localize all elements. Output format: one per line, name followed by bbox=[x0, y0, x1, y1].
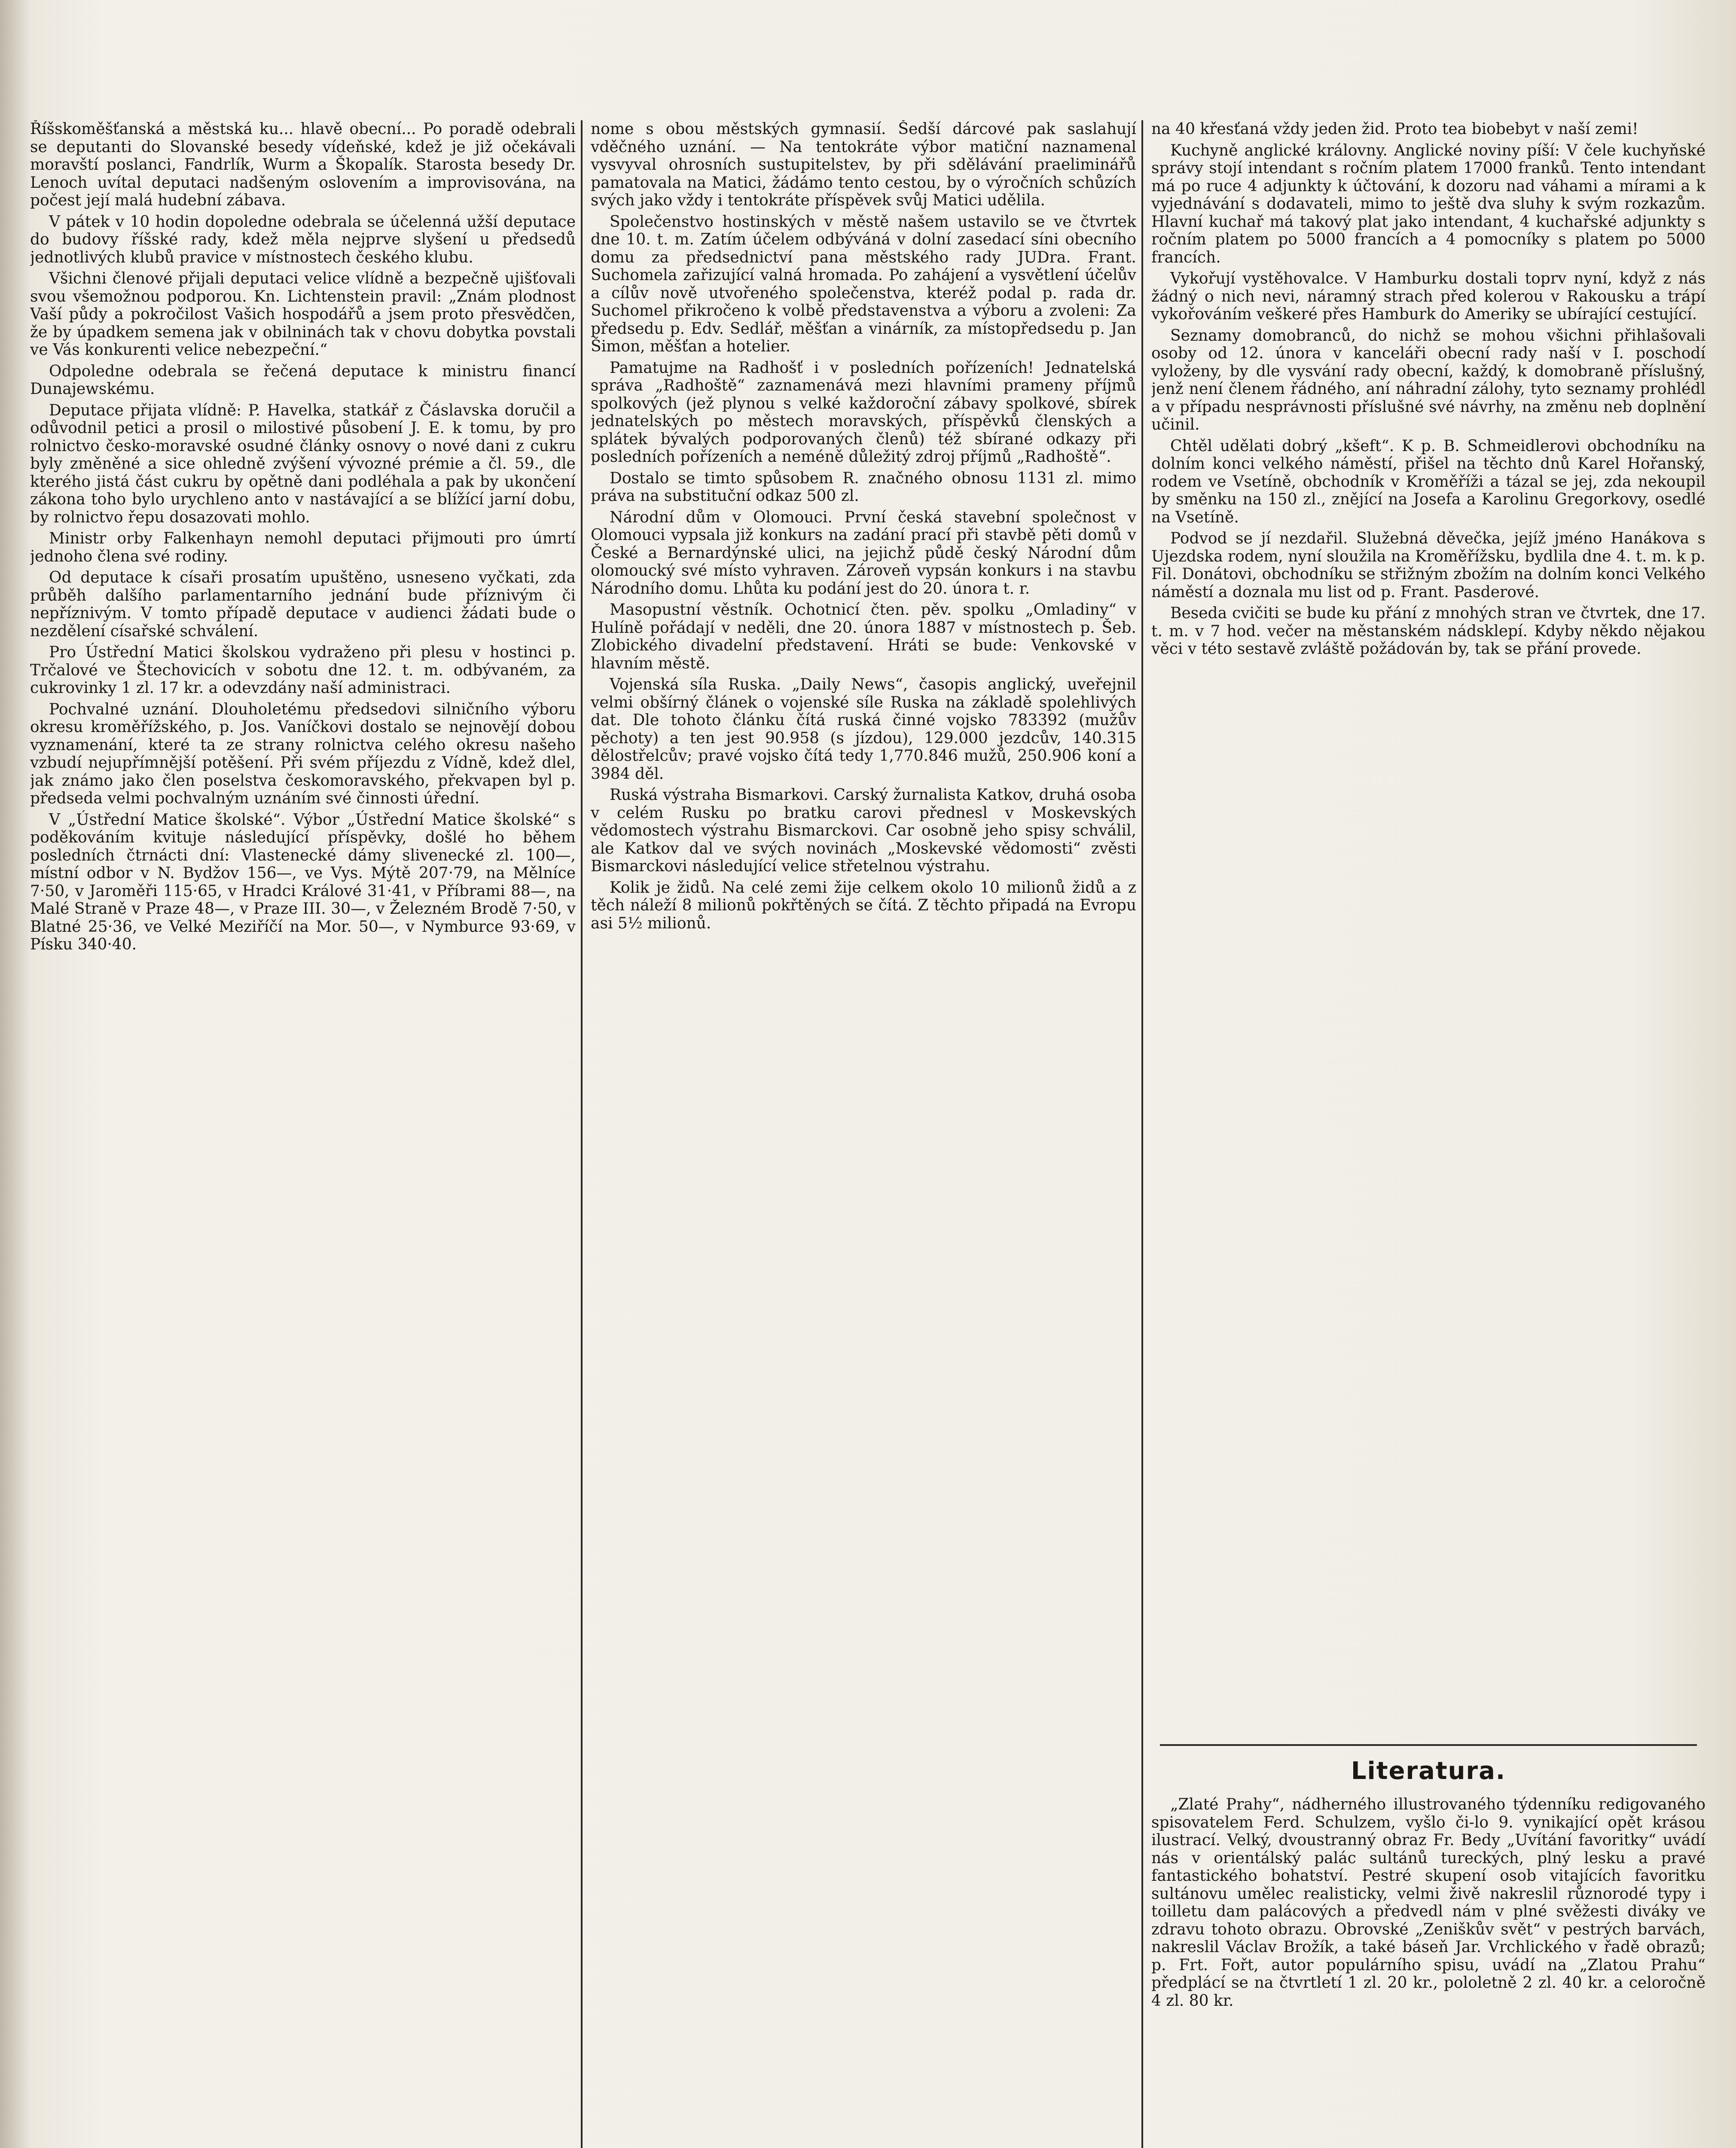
article-paragraph: Deputace přijata vlídně: P. Havelka, statkář z Čáslavska doručil a odůvodnil petici a prosil o milostivé působení J. E. k tomu, by pro rolnictvo česko-moravské osudné články osnovy o nové dani z cukru byly změněné a sice ohledně zvýšení vývozné prémie a čl. 59., dle kterého jistá část cukru by opětně dani podléhala a pak by ukončení zákona toho bylo urychleno anto v nastávající a se blížící jarní dobu, by rolnictvo řepu dosazovati mohlo. bbox=[30, 401, 576, 526]
article-paragraph: Od deputace k císaři prosatím upuštěno, usneseno vyčkati, zda průběh dalšího parlamentarního jednání bude příznivým či nepříznivým. V tomto případě deputace v audienci žádati bude o nezdělení císařské schválení. bbox=[30, 569, 576, 640]
column-3 bbox=[1151, 120, 1705, 1736]
article-paragraph: Ruská výstraha Bismarkovi. Carský žurnalista Katkov, druhá osoba v celém Rusku po bratku carovi přednesl v Moskevských vědomostech výstrahu Bismarckovi. Car osobně jeho spisy schválil, ale Katkov dal ve svých novinách „Moskevské vědomosti“ zvěsti Bismarckovi následující velice střetelnou výstrahu. bbox=[591, 786, 1136, 875]
article-paragraph: Vojenská síla Ruska. „Daily News“, časopis anglický, uveřejnil velmi obšírný článek o vojenské síle Ruska na základě spolehlivých dat. Dle tohoto článku čítá ruská činné vojsko 783392 (mužův pěchoty) a ten jest 90.958 (s jízdou), 129.000 jezdcův, 140.315 dělostřelcův; pravé vojsko čítá tedy 1,770.846 mužů, 250.906 koní a 3984 děl. bbox=[591, 676, 1136, 783]
article-paragraph: Podvod se jí nezdařil. Služebná děvečka, jejíž jméno Hanákova s Ujezdska rodem, nyní sloužila na Kroměřížsku, bydlila dne 4. t. m. k p. Fil. Donátovi, obchodníku se střižným zbožím na dolním konci Velkého náměstí a doznala mu list od p. Frant. Pasderové. bbox=[1151, 530, 1705, 601]
article-paragraph: Národní dům v Olomouci. První česká stavební společnost v Olomouci vypsala již konkurs na zadání prací při stavbě pěti domů v České a Bernardýnské ulici, na jejichž půdě český Národní dům olomoucký své místo vyhraven. Zároveň vypsán konkurs i na stavbu Národního domu. Lhůta ku podání jest do 20. února t. r. bbox=[591, 508, 1136, 598]
article-paragraph: Říšskoměšťanská a městská ku... hlavě obecní... Po poradě odebrali se deputanti do Slovanské besedy vídeňské, kdež je již očekávali moravští poslanci, Fandrlík, Wurm a Škopalík. Starosta besedy Dr. Lenoch uvítal deputaci nadšeným oslovením a improvisována, na počest její malá hudební zábava. bbox=[30, 120, 576, 209]
article-paragraph: Seznamy domobranců, do nichž se mohou všichni přihlašovali osoby od 12. února v kanceláři obecní rady naší v I. poschodí vyloženy, by dle vysvání rady obecní, každý, k domobraně příslušný, jenž není členem řádného, aní náhradní zálohy, tyto seznamy prohlédl a v případu nesprávnosti příslušné své návrhy, na změnu neb doplnění učinil. bbox=[1151, 326, 1705, 433]
article-paragraph: Masopustní věstník. Ochotnicí čten. pěv. spolku „Omladiny“ v Hulíně pořádají v neděli, dne 20. února 1887 v místnostech p. Šeb. Zlobického divadelní představení. Hráti se bude: Venkovské v hlavním městě. bbox=[591, 601, 1136, 672]
article-paragraph: Všichni členové přijali deputaci velice vlídně a bezpečně ujišťovali svou všemožnou podporou. Kn. Lichtenstein pravil: „Znám plodnost Vaší půdy a pokročilost Vašich hospodářů a jsem proto přesvědčen, že by úpadkem semena jak v obilninách tak v chovu dobytka povstali ve Vás konkurenti velice nebezpeční.“ bbox=[30, 270, 576, 359]
article-paragraph: Dostalo se timto spůsobem R. značného obnosu 1131 zl. mimo práva na substituční odkaz 500 zl. bbox=[591, 469, 1136, 505]
page-edge-shadow bbox=[0, 0, 30, 2148]
column-2 bbox=[591, 120, 1136, 2148]
article-paragraph: Kuchyně anglické královny. Anglické noviny píší: V čele kuchyňské správy stojí intendant s ročním platem 17000 franků. Tento intendant má po ruce 4 adjunkty k účtování, k dozoru nad váhami a mírami a k vyjednávání s dodavateli, mimo to ještě dva sluhy k svým rozkazům. Hlavní kuchař má takový plat jako intendant, 4 kuchařské adjunkty s ročním platem po 5000 francích a 4 pomocníky s platem po 5000 francích. bbox=[1151, 141, 1705, 266]
article-paragraph: Pamatujme na Radhošť i v posledních pořízeních! Jednatelská správa „Radhoště“ zaznamenává mezi hlavními prameny příjmů spolkových (jež plynou s velké každoroční zábavy spolkové, sbírek jednatelských po městech moravských, příspěvků členských a splátek bývalých podporovaných členů) též sbírané odkazy při posledních pořízeních a neméně důležitý zdroj příjmů „Radhoště“. bbox=[591, 359, 1136, 466]
article-paragraph: Pochvalné uznání. Dlouholetému předsedovi silničního výboru okresu kroměřížského, p. Jos. Vaníčkovi dostalo se nejnovějí dobou vyznamenání, které ta ze strany rolnictva celého okresu našeho vzbudí nejupřímnější potěšení. Při svém příjezdu z Vídně, kdež dlel, jak známo jako člen poselstva českomoravského, překvapen byl p. předseda velmi pochvalným uznáním své činnosti úřední. bbox=[30, 700, 576, 807]
section-heading-literatura: Literatura. bbox=[1351, 1757, 1506, 1785]
article-paragraph: Beseda cvičiti se bude ku přání z mnohých stran ve čtvrtek, dne 17. t. m. v 7 hod. večer na městanském nádsklepí. Kdyby někdo nějakou věci v této sestavě zvláště požádován by, tak se přání provede. bbox=[1151, 604, 1705, 658]
article-paragraph: V pátek v 10 hodin dopoledne odebrala se účelenná užší deputace do budovy říšské rady, kdež měla nejprve slyšení u předsedů jednotlivých klubů pravice v místnostech českého klubu. bbox=[30, 213, 576, 266]
article-paragraph: Odpoledne odebrala se řečená deputace k ministru financí Dunajewskému. bbox=[30, 362, 576, 398]
article-paragraph: Ministr orby Falkenhayn nemohl deputaci přijmouti pro úmrtí jednoho člena své rodiny. bbox=[30, 530, 576, 565]
article-paragraph: na 40 křesťaná vždy jeden žid. Proto tea biobebyt v naší zemi! bbox=[1151, 120, 1638, 138]
literature-article: „Zlaté Prahy“, nádherného illustrovaného týdenníku redigovaného spisovatelem Ferd. Schulzem, vyšlo či-lo 9. vynikající opět krásou ilustrací. Velký, dvoustranný obraz Fr. Bedy „Uvítání favoritky“ uvádí nás v orientálský palác sultánů tureckých, plný lesku a pravé fantastického bohatství. Pestré skupení osob vitajících favoritku sultánovu umělec realisticky, velmi živě nakreslil různorodé typy i toilletu dam palácových a předvedl nám v plné svěžesti diváky ve zdravu tohoto obrazu. Obrovské „Zeniškův svět“ v pestrých barvách, nakreslil Václav Brožík, a také báseň Jar. Vrchlického v řadě obrazů; p. Frt. Fořt, autor populárního spisu, uvádí na „Zlatou Prahu“ předplácí se na čtvrtletí 1 zl. 20 kr., pololetně 2 zl. 40 kr. a celoročně 4 zl. 80 kr. bbox=[1151, 1796, 1705, 2010]
article-paragraph: nome s obou městských gymnasií. Šedší dárcové pak saslahují vděčného uznání. — Na tentokráte výbor matiční naznamenal vysvyval ohrosních sustupitelstev, by při sdělávání praeliminářů pamatovala na Matici, žádámo tento cestou, by o výročních schůzích svých jako vždy i tentokráte příspěvek svůj Matici udělila. bbox=[591, 120, 1136, 209]
article-paragraph: Chtěl udělati dobrý „kšeft“. K p. B. Schmeidlerovi obchodníku na dolním konci velkého náměstí, přišel na těchto dnů Karel Hořanský, rodem ve Vsetíně, obchodník v Kroměříži a tázal se jej, zda nekoupil by směnku na 150 zl., znějící na Josefa a Karolinu Gregorkovy, osedlé na Vsetíně. bbox=[1151, 437, 1705, 526]
column-1 bbox=[30, 120, 576, 2148]
column-divider bbox=[1141, 120, 1143, 2148]
article-paragraph: Pro Ústřední Matici školskou vydraženo při plesu v hostinci p. Trčalové ve Štechovicích v sobotu dne 12. t. m. odbývaném, za cukrovinky 1 zl. 17 kr. a odevzdány naší administraci. bbox=[30, 644, 576, 697]
section-divider bbox=[1160, 1744, 1697, 1746]
column-divider bbox=[581, 120, 583, 2148]
article-paragraph: Kolik je židů. Na celé zemi žije celkem okolo 10 milionů židů a z těch náleží 8 milionů pokřtěných se čítá. Z těchto připadá na Evropu asi 5½ milionů. bbox=[591, 879, 1136, 932]
article-paragraph: Vykořují vystěhovalce. V Hamburku dostali toprv nyní, když z nás žádný o nich nevi, náramný strach před kolerou v Rakousku a trápí vykořováním veškeré přes Hamburk do Ameriky se ubírající cestující. bbox=[1151, 270, 1705, 323]
article-paragraph: Společenstvo hostinských v městě našem ustavilo se ve čtvrtek dne 10. t. m. Zatím účelem odbýváná v dolní zasedací síni obecního domu za předsednictví pana městského rady JUDra. Frant. Suchomela zařizující valná hromada. Po zahájení a vysvětlení účelův a cílův nově utvořeného společenstva, kteréž podal p. rada dr. Suchomel přikročeno k volbě představenstva a výboru a zvoleni: Za předsedu p. Edv. Sedlář, měšťan a vinárník, za místopředsedu p. Jan Šimon, měšťan a hotelier. bbox=[591, 213, 1136, 355]
article-paragraph: V „Ústřední Matice školské“. Výbor „Ústřední Matice školské“ s poděkováním kvituje následující příspěvky, došlé ho během posledních čtrnácti dní: Vlastenecké dámy slivenecké zl. 100—, místní odbor v N. Bydžov 156—, ve Vys. Mýtě 207·79, na Mělníce 7·50, v Jaroměři 115·65, v Hradci Králové 31·41, v Příbrami 88—, na Malé Straně v Praze 48—, v Praze III. 30—, v Železném Brodě 7·50, v Blatné 25·36, ve Velké Meziříčí na Mor. 50—, v Nymburce 93·69, v Písku 340·40. bbox=[30, 811, 576, 953]
